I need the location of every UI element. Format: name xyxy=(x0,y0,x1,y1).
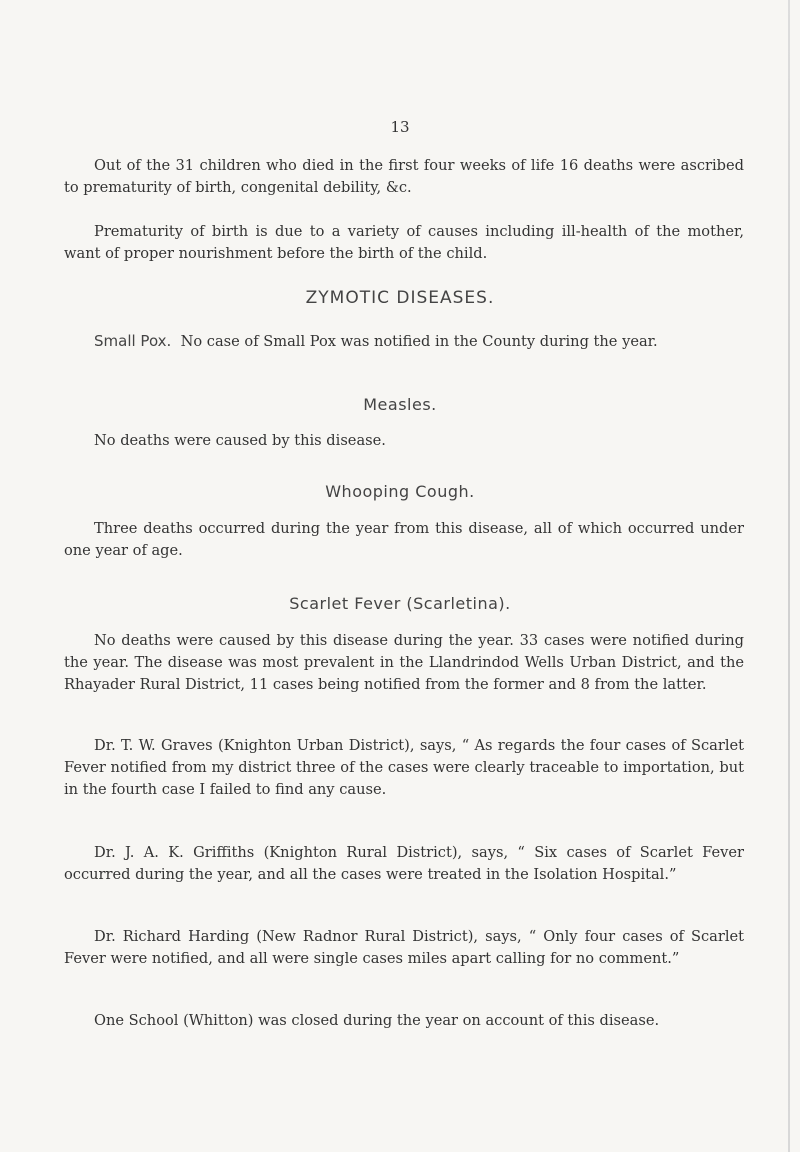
small-pox-label: Small Pox. xyxy=(94,332,172,350)
scarlet-fever-paragraph-1: No deaths were caused by this disease during the year. 33 cases were notified during the year. The disease was most prevalent in the Llandrindod Wells Urban District, and the Rhayader Rural District, 11 cases being notified from the former and 8 from the latter. xyxy=(64,632,744,693)
intro-paragraph-2: Prematurity of birth is due to a variety of causes including ill-health of the mother, want of proper nourishment before the birth of the child. xyxy=(64,223,744,262)
measles-paragraph: No deaths were caused by this disease. xyxy=(94,432,386,449)
small-pox-text: No case of Small Pox was notified in the County during the year. xyxy=(180,333,658,350)
scarlet-fever-paragraph-4: Dr. Richard Harding (New Radnor Rural District), says, “ Only four cases of Scarlet Fever were notified, and all were single cases miles apart calling for no comment.” xyxy=(64,928,744,967)
page-edge-shadow xyxy=(788,0,790,1152)
whooping-cough-paragraph: Three deaths occurred during the year from this disease, all of which occurred under one year of age. xyxy=(64,520,744,559)
measles-heading: Measles. xyxy=(363,395,437,414)
scarlet-fever-paragraph-3: Dr. J. A. K. Griffiths (Knighton Rural District), says, “ Six cases of Scarlet Fever occurred during the year, and all the cases were treated in the Isolation Hospital.” xyxy=(64,844,744,883)
intro-paragraph-1: Out of the 31 children who died in the first four weeks of life 16 deaths were ascribed to prematurity of birth, congenital debility, &c. xyxy=(64,157,744,196)
scarlet-fever-paragraph-2: Dr. T. W. Graves (Knighton Urban District), says, “ As regards the four cases of Scarlet Fever notified from my district three of the cases were clearly traceable to importation, but in the fourth case I failed to find any cause. xyxy=(64,737,744,798)
small-pox-paragraph xyxy=(64,330,744,353)
scarlet-fever-paragraph-5: One School (Whitton) was closed during the year on account of this disease. xyxy=(94,1012,660,1029)
section-title-zymotic: ZYMOTIC DISEASES. xyxy=(305,288,495,308)
page-number: 13 xyxy=(390,118,410,136)
whooping-cough-heading: Whooping Cough. xyxy=(325,482,475,501)
scarlet-fever-heading: Scarlet Fever (Scarletina). xyxy=(289,594,511,613)
